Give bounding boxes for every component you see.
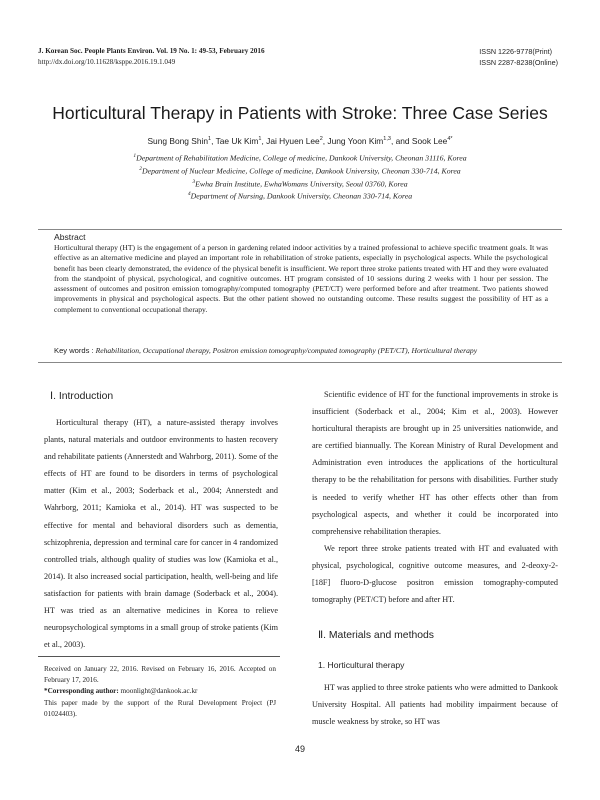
issn-print: ISSN 1226-9778(Print): [479, 47, 552, 56]
issn-online: ISSN 2287-8238(Online): [479, 58, 558, 67]
affiliation: $^3$Ewha Brain Institute, EwhaWomans University, Seoul 03760, Korea: [192, 178, 408, 189]
paragraph: Scientific evidence of HT for the functional improvements in stroke is insufficient (Soderback et al., 2004; Kim et al., 2003). However horticultural therapists are brought up in 25 universities nationwide, and are certified biannually. The Korean Ministry of Rural Development and Administration even introduces the applications of the horticultural therapy to be the rehabilitation for persons with disabilities. Further study is needed to verify whether HT has other effects other than from psychological aspects, and whether it could be incorporated into comprehensive rehabilitation therapies.: [312, 390, 558, 536]
affiliation: $^4$Department of Nursing, Dankook University, Cheonan 330-714, Korea: [187, 191, 413, 201]
affiliation: $^2$Department of Nuclear Medicine, College of medicine, Dankook University, Cheonan 330-714, Korea: [139, 165, 461, 176]
doi-link[interactable]: http://dx.doi.org/10.11628/ksppe.2016.19.1.049: [38, 58, 176, 66]
footnotes: [44, 664, 276, 720]
author: Sung Bong Shin$^1$: [147, 136, 212, 146]
funding-note: This paper made by the support of the Rural Development Project (PJ 01024403).: [44, 698, 276, 718]
paper-title: Horticultural Therapy in Patients with Stroke: Three Case Series: [52, 103, 548, 123]
journal-header: [38, 46, 265, 68]
left-column: [44, 414, 278, 653]
author: Sook Lee$^{4*}$: [411, 136, 453, 146]
page-number: 49: [294, 744, 305, 754]
right-column: [312, 386, 558, 608]
author: Tae Uk Kim$^1$: [215, 136, 262, 146]
paragraph: We report three stroke patients treated with HT and evaluated with physical, psychological, cognitive outcome measures, and 2-deoxy-2-[18F] fluoro-D-glucose positron emission tomography-computed tomography (PET/CT) before and after HT.: [312, 543, 558, 605]
author: Jung Yoon Kim$^{1,3}$: [327, 136, 391, 146]
keywords-list: Rehabilitation, Occupational therapy, Positron emission tomography/computed tomography (PET/CT), Horticultural therapy: [95, 346, 478, 355]
journal-citation: J. Korean Soc. People Plants Environ. Vol. 19 No. 1: 49-53, February 2016: [38, 47, 265, 55]
paragraph: HT was applied to three stroke patients who were admitted to Dankook University Hospital. All patients had mobility impairment because of muscle weakness by stroke, so HT was: [312, 683, 558, 727]
corresponding-email[interactable]: moonlight@dankook.ac.kr: [120, 687, 198, 696]
methods-text: [312, 679, 558, 731]
received-dates: Received on January 22, 2016. Revised on February 16, 2016. Accepted on February 17, 2016.: [44, 665, 276, 685]
footnote-divider: [38, 656, 280, 657]
issn-block: [479, 46, 558, 68]
paragraph: Horticultural therapy (HT), a nature-assisted therapy involves plants, natural materials and outdoor environments to hasten recovery and rehabilitate patients (Annerstedt and Wahrborg, 2011). Some of the effects of HT are found to be disorders in terms of psychological matter (Kim et al., 2003; Soderback et al., 2004; Annerstedt and Wahrborg, 2011; Kamioka et al., 2014). HT was suspected to be effective for mental and behavioral disorders such as dementia, schizophrenia, depression and terminal care for cancer in 4 randomized controlled trials, although quality of studies was low (Kamioka et al., 2014). It also increased social participation, health, well-being and life satisfaction for patients with brain damage (Soderback et al., 2004). HT was tried as an alternative medicines in Korea to relieve neuropsychological symptoms in a small group of stroke patients (Kim et al., 2003).: [44, 418, 278, 650]
author: Jai Hyuen Lee$^2$: [266, 136, 323, 146]
abstract-heading: Abstract: [54, 232, 86, 242]
abstract-body: Horticultural therapy (HT) is the engagement of a person in gardening related indoor activities by a trained professional to achieve specific treatment goals. It was effective as an alternative medicine and played an important role in rehabilitation of stroke patients, especially in psychological aspects. While the psychological benefit has been clearly demonstrated, the evidence of the physical benefit is insufficient. We report three stroke patients treated with HT and they were evaluated from the standpoint of physical, psychological, and cognitive outcomes. HT program consisted of 10 sessions during 2 weeks with 1 hour per session. The assessment of outcomes and positron emission tomography/computed tomography (PET/CT) were performed before and after treatment. Two patients showed improvements in physical and psychological aspects. But the other patient showed no outstanding outcome. These results suggest the possibility of HT as a complement to conventional occupational therapy.: [54, 243, 548, 314]
keywords: [54, 346, 554, 355]
author-list: Sung Bong Shin$^1$, Tae Uk Kim$^1$, Jai Hyuen Lee$^2$, Jung Yoon Kim$^{1,3}$, and Sook Lee$^{4*}$: [147, 136, 453, 146]
keywords-label: Key words :: [54, 346, 94, 355]
subsection-heading-horticultural-therapy: 1. Horticultural therapy: [318, 660, 405, 670]
section-heading-methods: Ⅱ. Materials and methods: [318, 630, 435, 641]
corresponding-author: *Corresponding author: moonlight@dankook.ac.kr: [44, 687, 198, 696]
section-heading-introduction: Ⅰ. Introduction: [50, 391, 114, 402]
affiliation: $^1$Department of Rehabilitation Medicine, College of medicine, Dankook University, Cheonan 31116, Korea: [133, 153, 467, 163]
affiliation-list: [0, 151, 600, 202]
